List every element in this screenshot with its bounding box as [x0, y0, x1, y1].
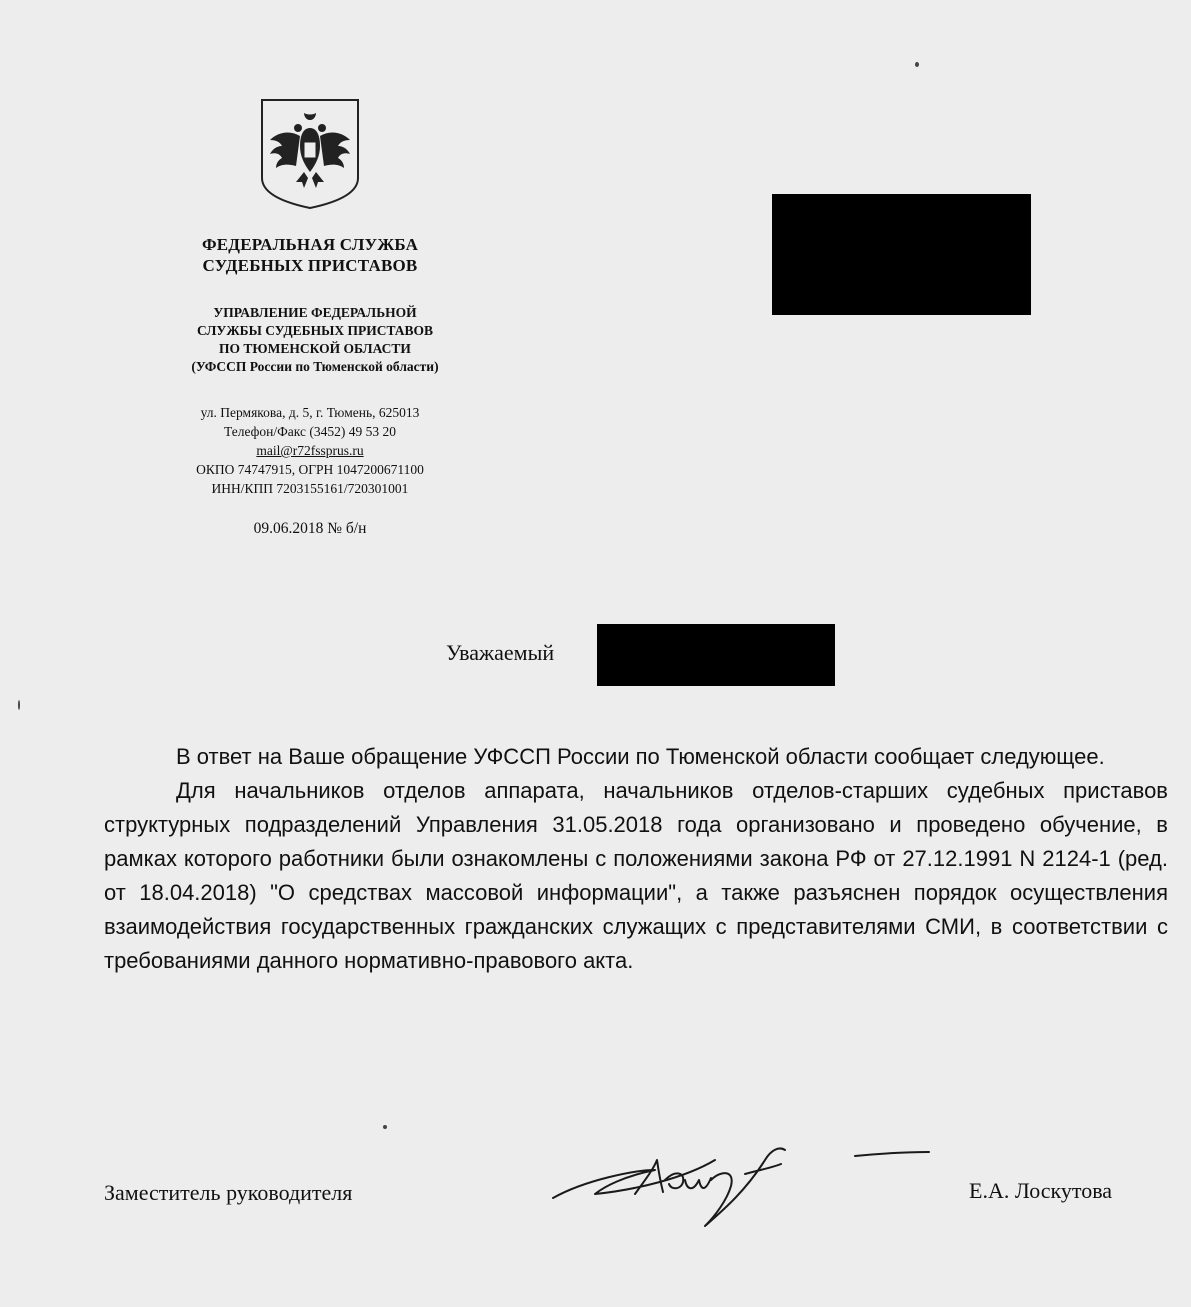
signer-role: Заместитель руководителя [104, 1180, 353, 1205]
paper-speck [915, 62, 919, 67]
okpo-ogrn: ОКПО 74747915, ОГРН 1047200671100 [196, 462, 424, 477]
address: ул. Пермякова, д. 5, г. Тюмень, 625013 [200, 405, 420, 420]
body-paragraph-2: Для начальников отделов аппарата, начальников отделов-старших судебных приставов структурных подразделений Управления 31.05.2018 года организовано и проведено обучение, в рамках которого работники были ознакомлены с положениями закона РФ от 27.12.1991 N 2124-1 (ред. от 18.04.2018) "О средствах массовой информации", а также разъяснен порядок осуществления взаимодействия государственных гражданских служащих с представителями СМИ, в соответствии с требованиями данного нормативно-правового акта. [104, 778, 1168, 973]
dept-line-2: СЛУЖБЫ СУДЕБНЫХ ПРИСТАВОВ [196, 323, 434, 338]
salutation: Уважаемый [446, 640, 555, 665]
email-link[interactable]: mail@r72fssprus.ru [256, 443, 364, 458]
paper-speck [383, 1125, 387, 1129]
redacted-recipient-name [597, 624, 835, 686]
inn-kpp: ИНН/КПП 7203155161/720301001 [211, 481, 409, 496]
coat-of-arms-emblem [260, 98, 360, 210]
redacted-addressee-block [772, 194, 1031, 315]
body-paragraph-1: В ответ на Ваше обращение УФССП России по Тюменской области сообщает следующее. [176, 744, 1105, 769]
signer-name: Е.А. Лоскутова [969, 1178, 1113, 1203]
dept-line-3: ПО ТЮМЕНСКОЙ ОБЛАСТИ [219, 341, 411, 356]
document-date-number: 09.06.2018 № б/н [253, 520, 367, 537]
handwritten-signature [545, 1130, 935, 1240]
letter-body [104, 740, 1168, 978]
organization-name [150, 234, 470, 276]
dept-line-1: УПРАВЛЕНИЕ ФЕДЕРАЛЬНОЙ [213, 305, 417, 320]
org-line-1: ФЕДЕРАЛЬНАЯ СЛУЖБА [201, 235, 419, 254]
dept-line-4: (УФССП России по Тюменской области) [191, 359, 439, 374]
paper-speck [18, 700, 20, 710]
department-name [150, 304, 480, 376]
contact-block [150, 403, 470, 498]
org-line-2: СУДЕБНЫХ ПРИСТАВОВ [202, 256, 418, 275]
phone-fax: Телефон/Факс (3452) 49 53 20 [224, 424, 396, 439]
